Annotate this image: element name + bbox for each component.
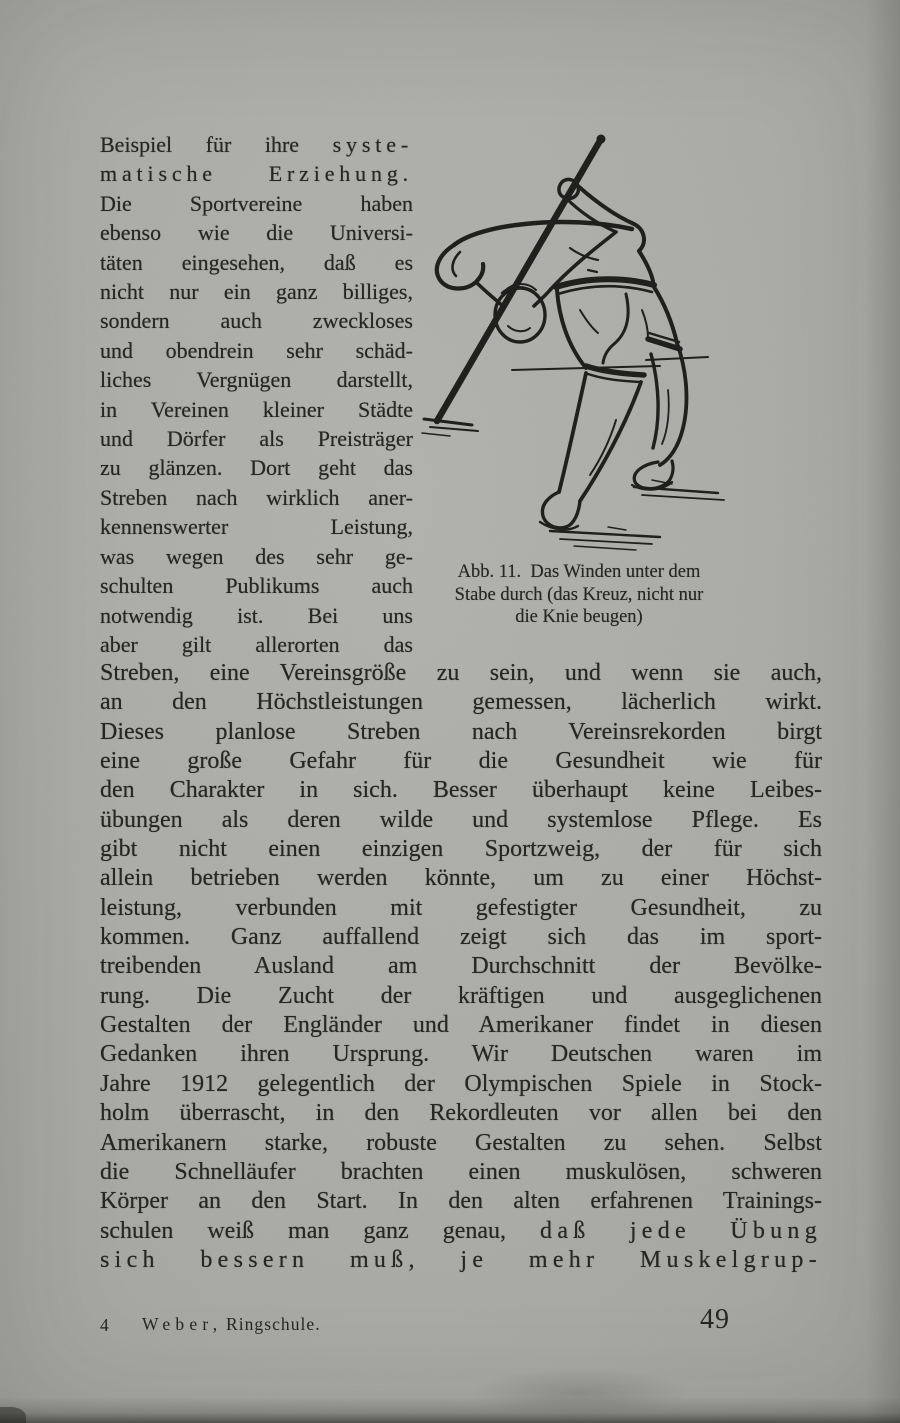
main-text-block [100, 659, 822, 1275]
scan-edge-shadow-right [866, 0, 900, 1423]
left-text-column [100, 130, 413, 659]
text-line: den Charakter in sich. Besser überhaupt keine Leibes- [100, 777, 822, 804]
text-line: täten eingesehen, daß es [100, 249, 413, 275]
text-line: Dieses planlose Streben nach Vereinsrekorden birgt [100, 718, 822, 745]
text-line: übungen als deren wilde und systemlose Pflege. Es [100, 806, 822, 833]
text-line: allein betrieben werden könnte, um zu einer Höchst- [100, 865, 822, 892]
scan-corner-blot [0, 1407, 26, 1423]
page-number: 49 [700, 1304, 730, 1335]
figure-caption [420, 561, 738, 629]
text-line: an den Höchstleistungen gemessen, lächerlich wirkt. [100, 689, 822, 716]
text-line: Stabe durch (das Kreuz, nicht nur [454, 584, 704, 605]
figure-illustration-winding-under-staff [420, 130, 820, 560]
scan-edge-shadow-bottom [0, 1397, 900, 1423]
text-line: ebenso wie die Universi- [100, 220, 413, 246]
text-line: kennenswerter Leistung, [100, 514, 413, 540]
text-line: Amerikanern starke, robuste Gestalten zu sehen. Selbst [100, 1129, 822, 1156]
text-line: notwendig ist. Bei uns [100, 602, 413, 628]
text-line: liches Vergnügen darstellt, [100, 367, 413, 393]
text-line: eine große Gefahr für die Gesundheit wie für [100, 748, 822, 775]
running-title-author: Weber, [142, 1314, 223, 1334]
text-line: holm überrascht, in den Rekordleuten vor allen bei den [100, 1100, 822, 1127]
text-line: und Dörfer als Preisträger [100, 426, 413, 452]
text-line: gibt nicht einen einzigen Sportzweig, der für sich [100, 836, 822, 863]
text-line: die Knie beugen) [515, 607, 643, 628]
text-line: und obendrein sehr schäd- [100, 337, 413, 363]
text-line: treibenden Ausland am Durchschnitt der Bevölke- [100, 953, 822, 980]
text-line: aber gilt allerorten das [100, 631, 413, 657]
text-line: Die Sportvereine haben [100, 190, 413, 216]
text-line: was wegen des sehr ge- [100, 543, 413, 569]
signature-number: 4 [100, 1315, 109, 1335]
text-line: nicht nur ein ganz billiges, [100, 279, 413, 305]
text-line: leistung, verbunden mit gefestigter Gesundheit, zu [100, 894, 822, 921]
text-line: schulten Publikums auch [100, 573, 413, 599]
text-line: Streben nach wirklich aner- [100, 484, 413, 510]
text-line: rung. Die Zucht der kräftigen und ausgeglichenen [100, 982, 822, 1009]
text-line: Körper an den Start. In den alten erfahrenen Trainings- [100, 1188, 822, 1215]
text-line: schulen weiß man ganz genau, daß jede Übung [100, 1217, 822, 1244]
text-line: kommen. Ganz auffallend zeigt sich das im sport- [100, 924, 822, 951]
text-line: Abb. 11. Das Winden unter dem [457, 562, 701, 582]
running-title-book: Ringschule. [226, 1314, 321, 1334]
text-line: Jahre 1912 gelegentlich der Olympischen Spiele in Stock- [100, 1070, 822, 1097]
text-line: zu glänzen. Dort geht das [100, 455, 413, 481]
text-line: Gedanken ihren Ursprung. Wir Deutschen waren im [100, 1041, 822, 1068]
text-line: sondern auch zweckloses [100, 308, 413, 334]
text-line: die Schnelläufer brachten einen muskulösen, schweren [100, 1158, 822, 1185]
text-line: sich bessern muß, je mehr Muskelgrup- [100, 1246, 822, 1273]
text-line: matische Erziehung. [100, 161, 413, 187]
text-line: in Vereinen kleiner Städte [100, 396, 413, 422]
text-line: Gestalten der Engländer und Amerikaner findet in diesen [100, 1012, 822, 1039]
text-line: Streben, eine Vereinsgröße zu sein, und wenn sie auch, [100, 660, 822, 686]
text-line: Beispiel für ihre syste- [100, 132, 413, 157]
